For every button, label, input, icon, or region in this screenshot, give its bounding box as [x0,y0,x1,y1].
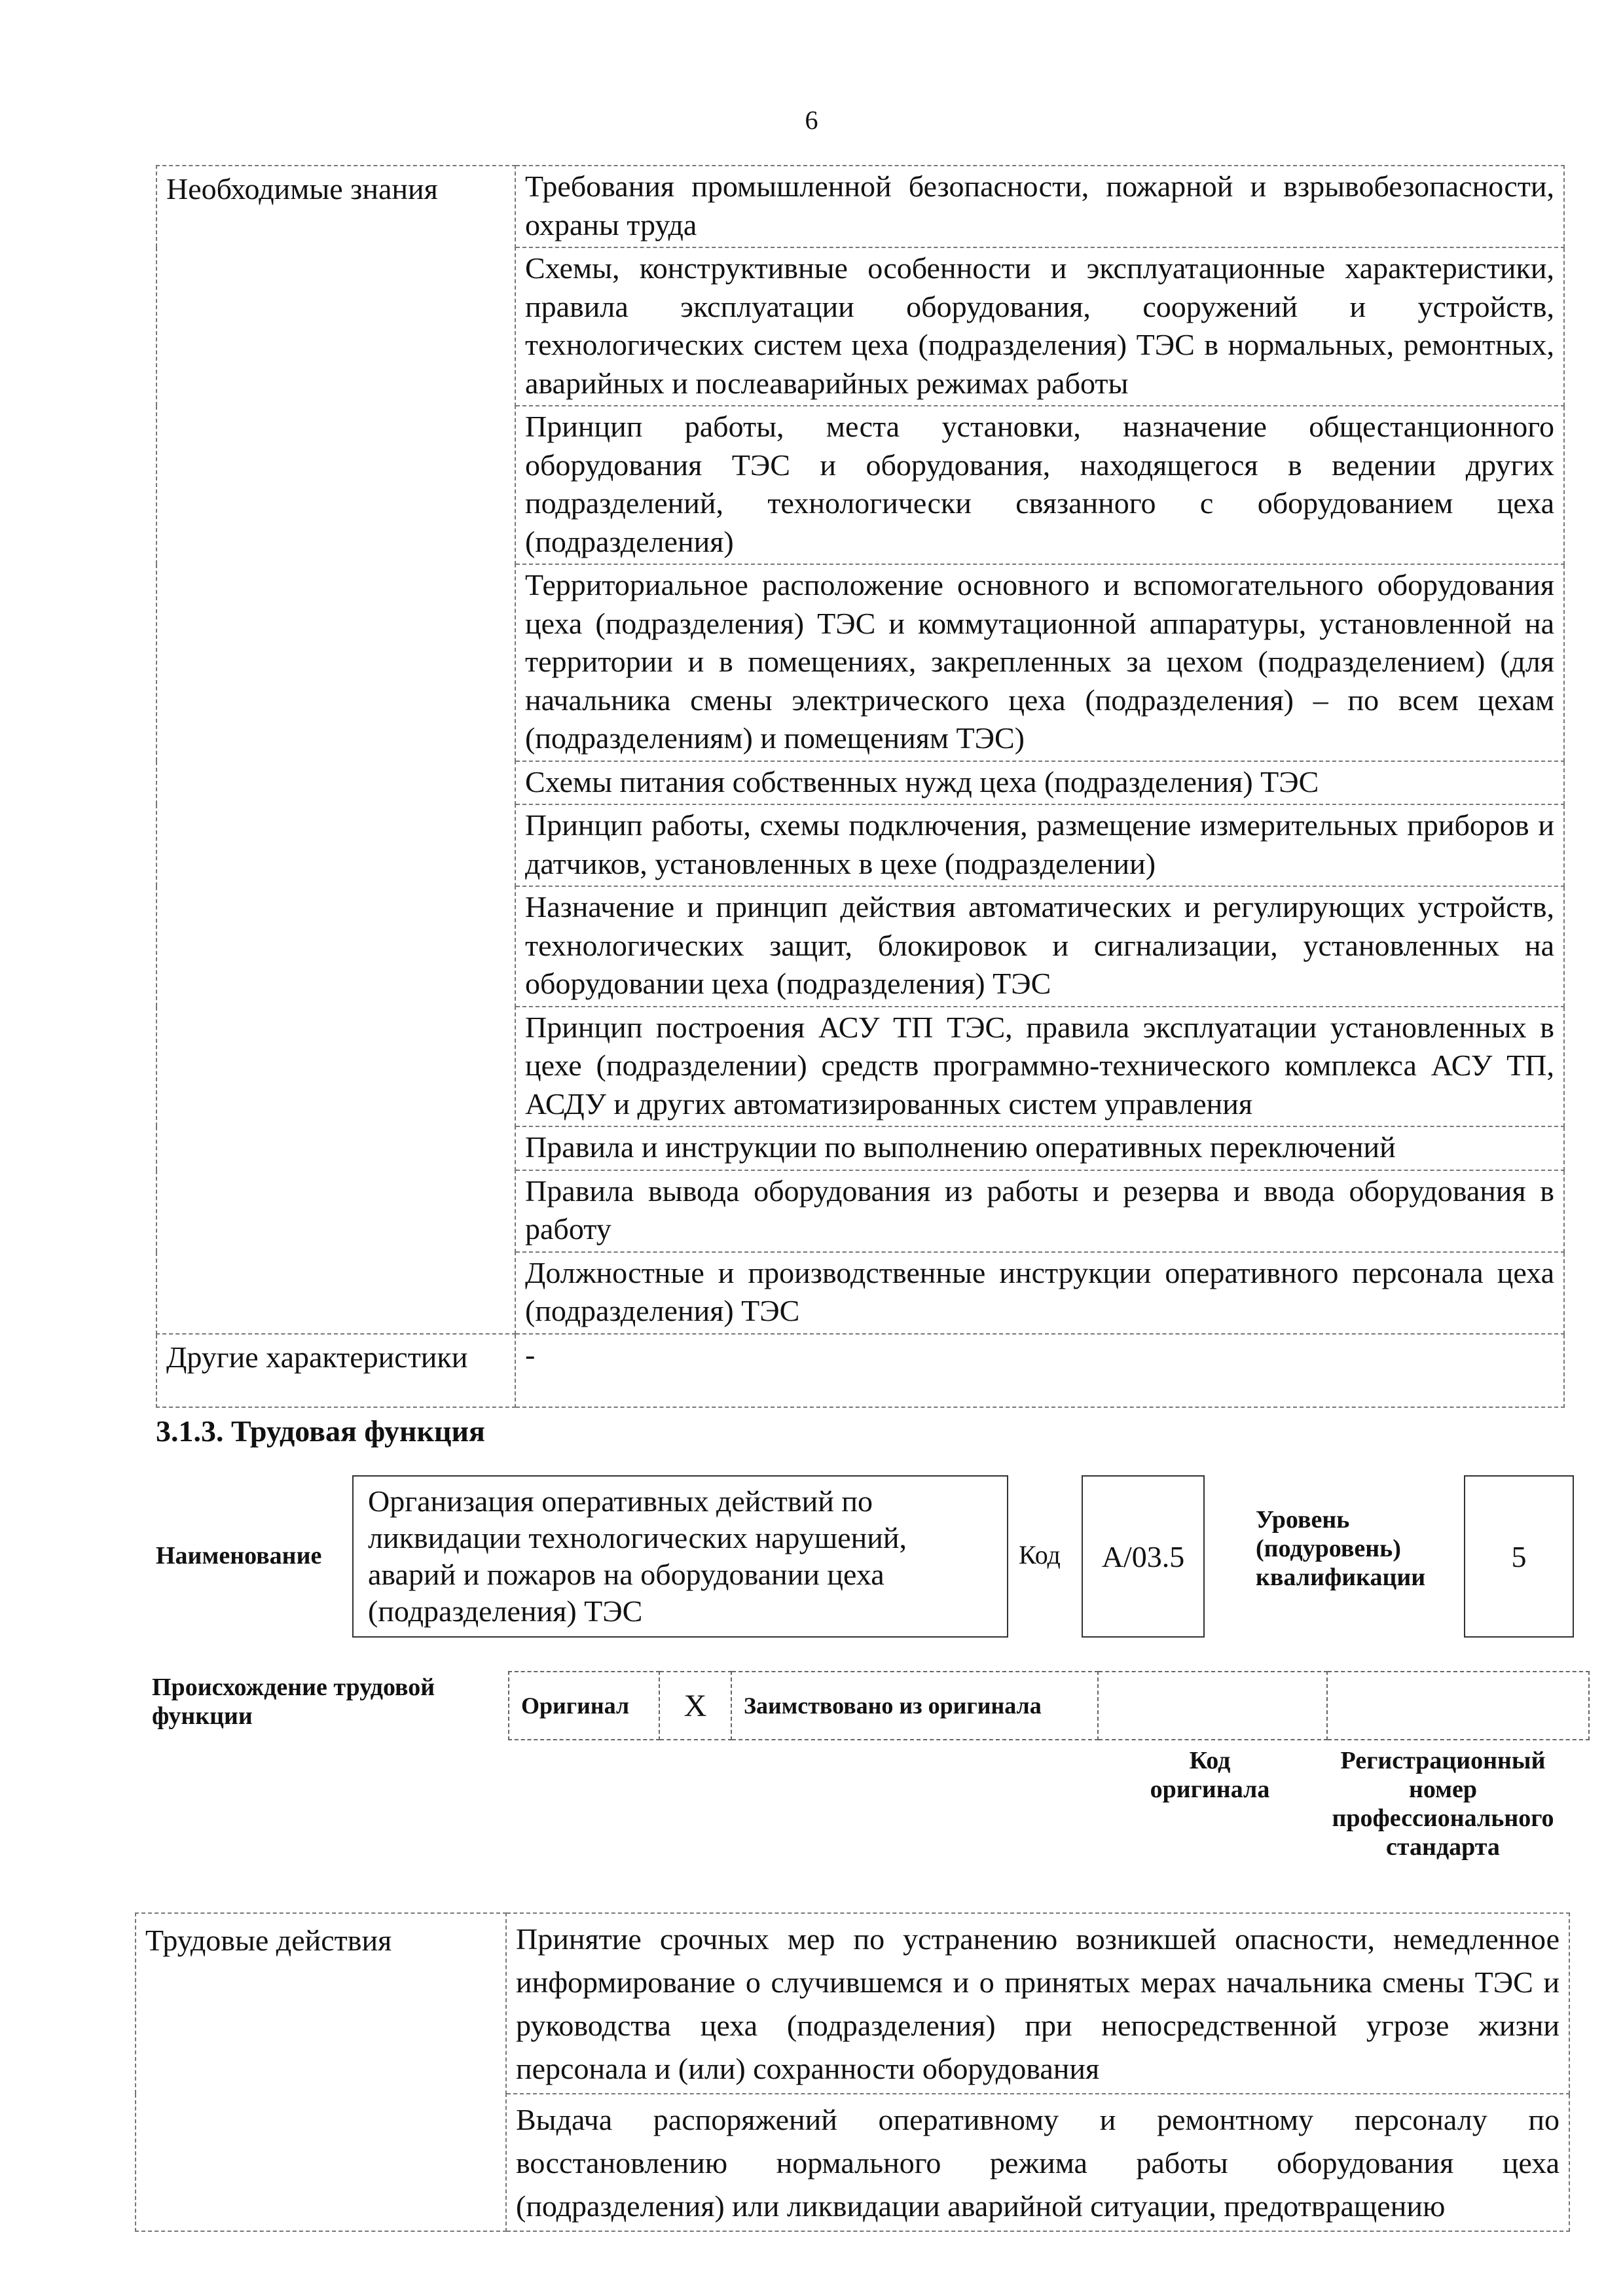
knowledge-item: Территориальное расположение основного и вспомогательного оборудования цеха (подразделения) ТЭС и коммутационной аппаратуры, установленной на территории и в помещениях, закрепленных за цехом (подразделением) (для начальника смены электрического цеха (подразделения) – по всем цехам (подразделениям) и помещениям ТЭС) [515,564,1564,761]
origin-table [508,1671,1590,1740]
page-number: 6 [805,105,818,135]
other-characteristics-label: Другие характеристики [156,1334,515,1407]
code-original-caption: Код оригинала [1150,1747,1270,1803]
knowledge-table [156,165,1565,1408]
action-item: Выдача распоряжений оперативному и ремонтному персоналу по восстановлению нормального режима работы оборудования цеха (подразделения) или ликвидации аварийной ситуации, предотвращению [506,2094,1569,2231]
code-label: Код [1019,1540,1061,1570]
qualification-level-box: 5 [1464,1475,1574,1638]
original-label: Оригинал [509,1672,659,1740]
knowledge-item: Должностные и производственные инструкции оперативного персонала цеха (подразделения) ТЭС [515,1252,1564,1334]
actions-label: Трудовые действия [136,1913,506,2231]
function-name-box: Организация оперативных действий по ликвидации технологических нарушений, аварий и пожаров на оборудовании цеха (подразделения) ТЭС [352,1475,1008,1638]
reg-number-cell [1327,1672,1589,1740]
qualification-level-label: Уровень (подуровень) квалификации [1256,1506,1426,1591]
other-characteristics-value: - [515,1334,1564,1407]
borrowed-label: Заимствовано из оригинала [731,1672,1098,1740]
knowledge-item: Принцип построения АСУ ТП ТЭС, правила эксплуатации установленных в цехе (подразделении) средств программно-технического комплекса АСУ ТП, АСДУ и других автоматизированных систем управления [515,1007,1564,1127]
actions-table [135,1912,1570,2232]
knowledge-item: Правила вывода оборудования из работы и резерва и ввода оборудования в работу [515,1170,1564,1252]
origin-label: Происхождение трудовой функции [152,1674,435,1730]
knowledge-label: Необходимые знания [156,166,515,1334]
original-code-cell [1098,1672,1327,1740]
name-label: Наименование [156,1542,322,1570]
action-item: Принятие срочных мер по устранению возникшей опасности, немедленное информирование о случившемся и о принятых мерах начальника смены ТЭС и руководства цеха (подразделения) при непосредственной угрозе жизни персонала и (или) сохранности оборудования [506,1913,1569,2094]
code-value-box: А/03.5 [1082,1475,1205,1638]
original-mark: X [659,1672,731,1740]
reg-number-caption: Регистрационный номер профессионального стандарта [1332,1747,1554,1861]
knowledge-item: Схемы, конструктивные особенности и эксплуатационные характеристики, правила эксплуатации оборудования, сооружений и устройств, технологических систем цеха (подразделения) ТЭС в нормальных, ремонтных, аварийных и послеаварийных режимах работы [515,247,1564,406]
section-title: 3.1.3. Трудовая функция [156,1414,485,1448]
knowledge-item: Принцип работы, места установки, назначение общестанционного оборудования ТЭС и оборудования, находящегося в ведении других подразделений, технологически связанного с оборудованием цеха (подразделения) [515,406,1564,564]
knowledge-item: Схемы питания собственных нужд цеха (подразделения) ТЭС [515,761,1564,805]
knowledge-item: Назначение и принцип действия автоматических и регулирующих устройств, технологических защит, блокировок и сигнализации, установленных на оборудовании цеха (подразделения) ТЭС [515,886,1564,1007]
knowledge-item: Принцип работы, схемы подключения, размещение измерительных приборов и датчиков, установленных в цехе (подразделении) [515,804,1564,886]
knowledge-item: Требования промышленной безопасности, пожарной и взрывобезопасности, охраны труда [515,166,1564,247]
knowledge-item: Правила и инструкции по выполнению оперативных переключений [515,1126,1564,1170]
